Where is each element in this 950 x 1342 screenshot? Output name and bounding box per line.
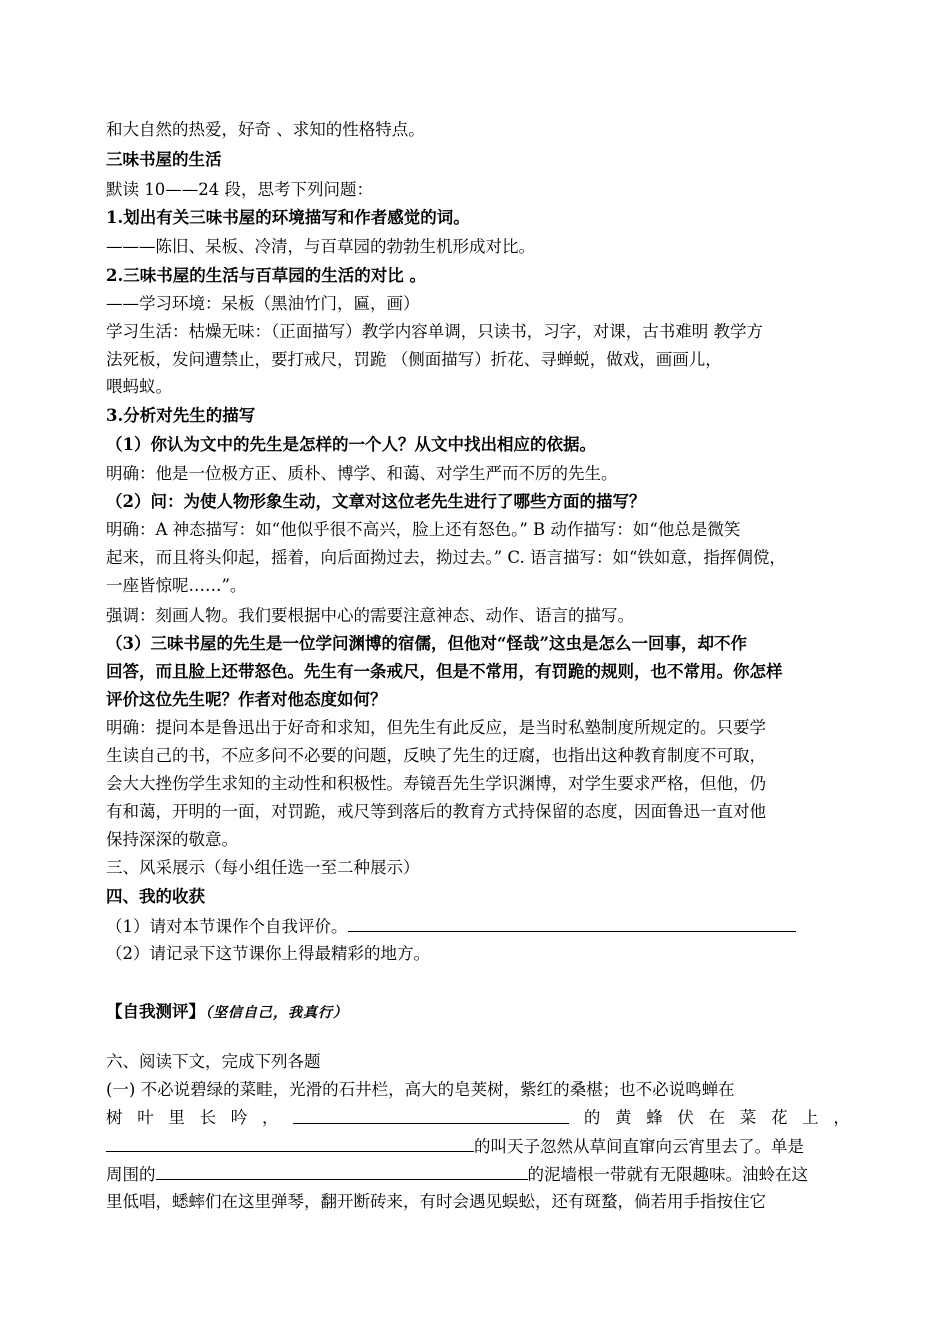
char: 伏 xyxy=(677,1108,694,1127)
text-line: ——学习环境：呆板（黑油竹门，匾，画） xyxy=(106,294,420,313)
text-line: 强调：刻画人物。我们要根据中心的需要注意神态、动作、语言的描写。 xyxy=(106,606,634,625)
text-line: 六、阅读下文，完成下列各题 xyxy=(106,1052,321,1071)
char: 菜 xyxy=(739,1108,757,1127)
self-test-label: 【自我测评】 xyxy=(106,1002,205,1021)
char: 花 xyxy=(770,1108,788,1127)
text-line: 里低唱，蟋蟀们在这里弹琴，翻开断砖来，有时会遇见蜈蚣，还有斑蝥，倘若用手指按住它 xyxy=(106,1192,766,1211)
text-line: 法死板，发问遭禁止，要打戒尺，罚跪 （侧面描写）折花、寻蝉蜕，做戏，画画儿， xyxy=(106,350,722,369)
self-test-heading xyxy=(106,1002,348,1023)
passage-text: 周围的 xyxy=(106,1165,156,1184)
text-line: 明确：A 神态描写：如“他似乎很不高兴，脸上还有怒色。” B 动作描写：如“他总是微笑 xyxy=(106,520,741,539)
text-line: 有和蔼，开明的一面，对罚跪，戒尺等到落后的教育方式持保留的态度，因面鲁迅一直对他 xyxy=(106,802,766,821)
text-line: （2）请记录下这节课你上得最精彩的地方。 xyxy=(106,944,430,963)
text-line: 起来，而且将头仰起，摇着，向后面拗过去，拗过去。” C. 语言描写：如“铁如意，指挥倜傥， xyxy=(106,548,786,567)
char: 里 xyxy=(168,1108,185,1127)
text-line: 和大自然的热爱，好奇 、求知的性格特点。 xyxy=(106,120,425,139)
text-line: 会大大挫伤学生求知的主动性和积极性。寿镜吾先生学识渊博，对学生要求严格，但他，仍 xyxy=(106,774,766,793)
char: 在 xyxy=(708,1108,726,1127)
char: ， xyxy=(833,1108,850,1127)
slogan: （坚信自己，我真行） xyxy=(205,1005,348,1021)
text-line xyxy=(106,1164,808,1185)
section-heading: 四、我的收获 xyxy=(106,887,205,906)
answer-blank[interactable] xyxy=(156,1164,528,1180)
question-heading: 回答，而且脸上还带怒色。先生有一条戒尺，但是不常用，有罚跪的规则，也不常用。你怎样 xyxy=(106,662,783,681)
question-heading: 2.三味书屋的生活与百草园的生活的对比 。 xyxy=(106,266,426,285)
char: 黄 xyxy=(615,1108,632,1127)
question-heading: （3）三味书屋的先生是一位学问渊博的宿儒，但他对“怪哉”这虫是怎么一回事，却不作 xyxy=(106,634,747,653)
question-heading: （2）问：为使人物形象生动，文章对这位老先生进行了哪些方面的描写？ xyxy=(106,492,646,511)
char: 吟 xyxy=(230,1108,248,1127)
text-line: 明确：提问本是鲁迅出于好奇和求知，但先生有此反应，是当时私塾制度所规定的。只要学 xyxy=(106,718,766,737)
passage-text: 的叫天子忽然从草间直窜向云宵里去了。单是 xyxy=(474,1137,804,1156)
question-heading: 3.分析对先生的描写 xyxy=(106,406,256,425)
section-heading: 三、风采展示（每小组任选一至二种展示） xyxy=(106,858,420,877)
text-line: 生读自己的书，不应多问不必要的问题，反映了先生的迂腐，也指出这种教育制度不可取， xyxy=(106,746,766,765)
text-line xyxy=(106,916,796,937)
text-line: 默读 10——24 段，思考下列问题： xyxy=(106,180,373,199)
passage-text: 的泥墙根一带就有无限趣味。油蛉在这 xyxy=(527,1165,808,1184)
answer-blank[interactable] xyxy=(293,1108,569,1124)
self-evaluation-prompt: （1）请对本节课作个自我评价。 xyxy=(106,917,348,936)
char: 长 xyxy=(199,1108,217,1127)
answer-blank[interactable] xyxy=(106,1136,474,1152)
section-heading: 三味书屋的生活 xyxy=(106,150,222,169)
text-line: (一) 不必说碧绿的菜畦，光滑的石井栏，高大的皂荚树，紫红的桑椹；也不必说鸣蝉在 xyxy=(106,1080,735,1099)
text-line: ———陈旧、呆板、冷清，与百草园的勃勃生机形成对比。 xyxy=(106,237,535,256)
text-line: 一座皆惊呢……”。 xyxy=(106,576,247,595)
question-heading: （1）你认为文中的先生是怎样的一个人？从文中找出相应的依据。 xyxy=(106,435,596,454)
char: 上 xyxy=(802,1108,819,1127)
question-heading: 1.划出有关三味书屋的环境描写和作者感觉的词。 xyxy=(106,208,470,227)
answer-blank[interactable] xyxy=(348,916,796,932)
question-heading: 评价这位先生呢？作者对他态度如何？ xyxy=(106,690,387,709)
justified-line xyxy=(106,1108,850,1128)
char: 树 xyxy=(106,1108,123,1127)
text-line xyxy=(106,1136,804,1157)
char: 的 xyxy=(583,1108,601,1127)
text-line: 学习生活：枯燥无味：（正面描写）教学内容单调，只读书，习字，对课，古书难明 教学方 xyxy=(106,322,763,341)
char: 叶 xyxy=(137,1108,154,1127)
char: ， xyxy=(261,1108,279,1127)
text-line: 保持深深的敬意。 xyxy=(106,830,238,849)
char: 蜂 xyxy=(646,1108,663,1127)
text-line: 明确：他是一位极方正、质朴、博学、和蔼、对学生严而不厉的先生。 xyxy=(106,464,618,483)
text-line: 喂蚂蚁。 xyxy=(106,377,172,396)
